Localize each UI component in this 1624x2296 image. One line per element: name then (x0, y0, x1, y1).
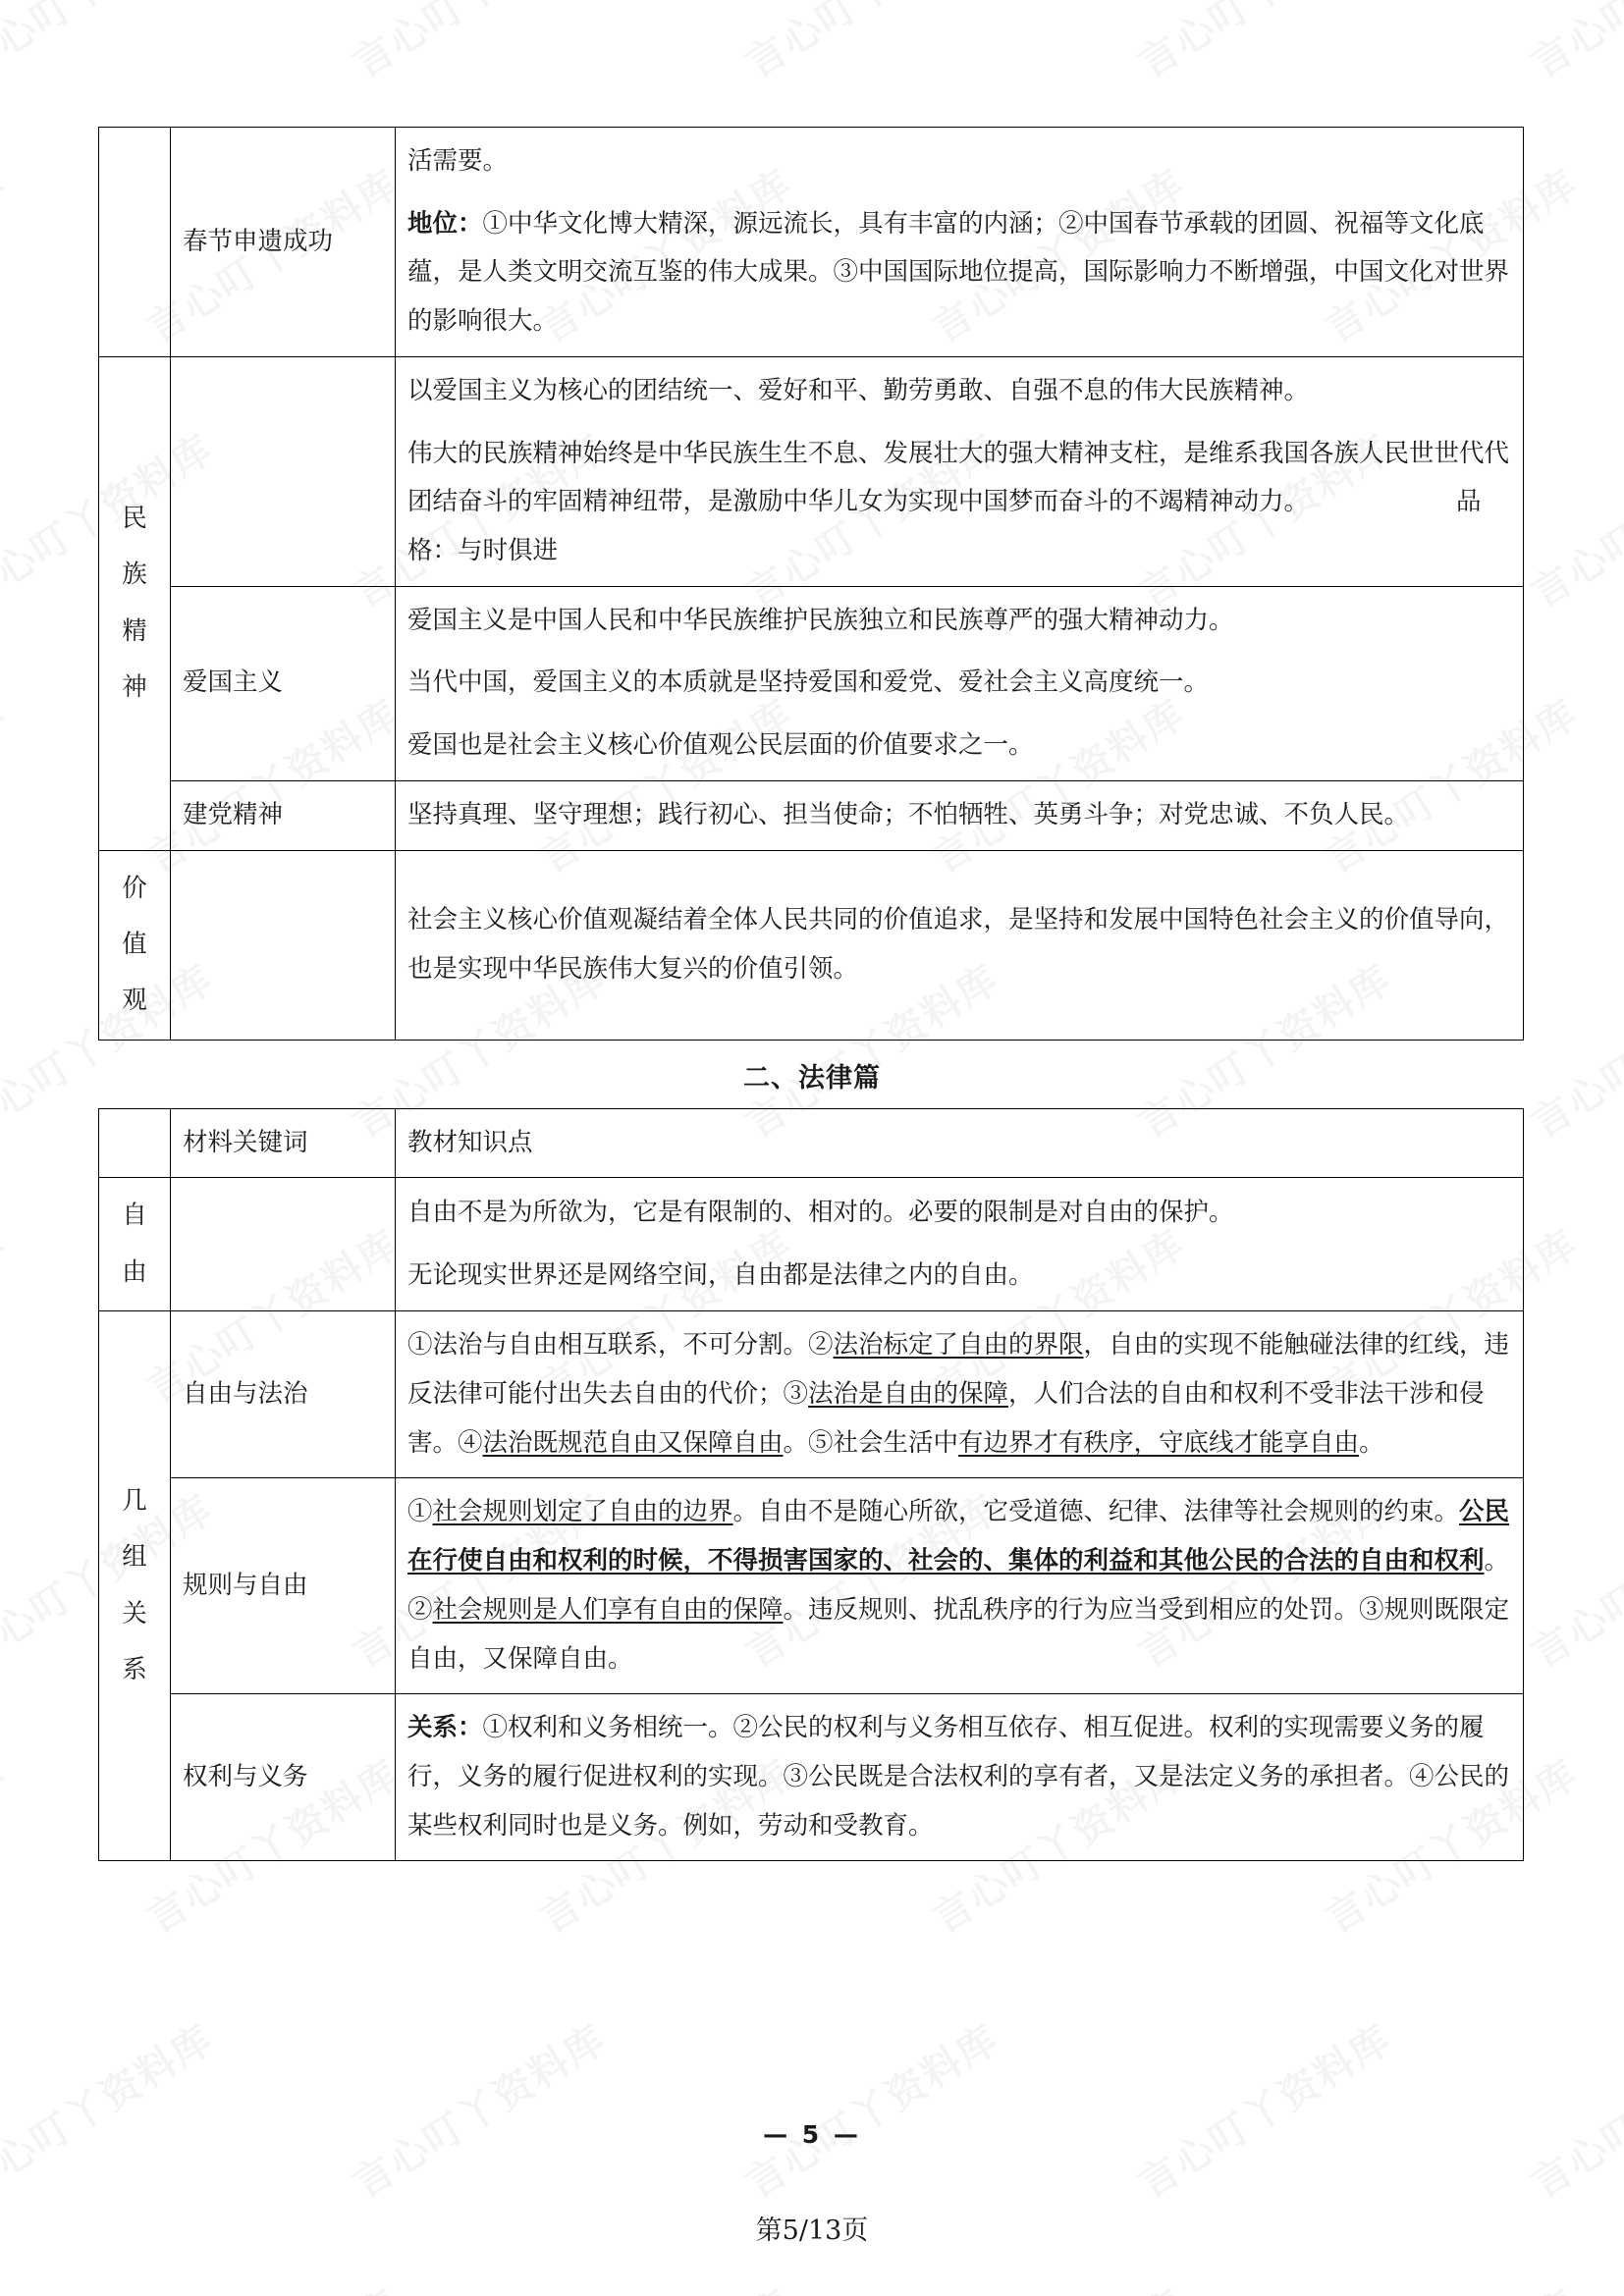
vertical-char: 组 (122, 1542, 147, 1573)
paragraph (407, 721, 1511, 771)
content-cell-patriotism (396, 586, 1524, 780)
content-cell-rules-and-freedom (396, 1478, 1524, 1694)
table-header-row (99, 1108, 1524, 1178)
text-segment: 伟大的民族精神始终是中华民族生生不息、发展壮大的强大精神支柱，是维系我国各族人民世世代代团结奋斗的牢固精神纽带，是激励中华儿女为实现中国梦而奋斗的不竭精神动力。 (407, 438, 1510, 517)
paragraph (407, 1321, 1511, 1468)
keyword-cell-rules-and-freedom: 规则与自由 (171, 1478, 396, 1694)
table-row (99, 1178, 1524, 1311)
keyword-cell-party-founding-spirit: 建党精神 (171, 780, 396, 850)
text-segment-underlined: 有边界才有秩序，守底线才能享自由 (958, 1427, 1360, 1458)
header-cell-category (99, 1108, 171, 1178)
table-row (99, 850, 1524, 1040)
keyword-cell-empty (171, 850, 396, 1040)
vertical-label (111, 491, 158, 717)
keyword-cell-spring-festival: 春节申遗成功 (171, 128, 396, 357)
content-cell-party-founding-spirit (396, 780, 1524, 850)
vertical-char: 自 (122, 1201, 147, 1231)
text-segment-label: 关系： (407, 1713, 483, 1743)
content-cell-freedom-and-rule-of-law (396, 1311, 1524, 1478)
paragraph (407, 367, 1511, 416)
text-segment: ①中华文化博大精深，源远流长，具有丰富的内涵；②中国春节承载的团圆、祝福等文化底蕴，是人类文明交流互鉴的伟大成果。③中国国际地位提高，国际影响力不断增强，中国文化对世界的影响很大。 (407, 208, 1510, 337)
table-row (99, 1694, 1524, 1861)
category-cell-ethnic-spirit (99, 356, 171, 850)
page-marker: — 5 — (763, 2120, 861, 2149)
vertical-char: 系 (122, 1655, 147, 1685)
category-cell-relations (99, 1311, 171, 1861)
paragraph (407, 597, 1511, 646)
paragraph (407, 1252, 1511, 1301)
content-cell-rights-and-duties (396, 1694, 1524, 1861)
paragraph (407, 791, 1511, 840)
text-segment: 。自由不是随心所欲，它受道德、纪律、法律等社会规则的约束。 (732, 1497, 1460, 1527)
text-segment: 自由不是为所欲为，它是有限制的、相对的。必要的限制是对自由的保护。 (407, 1198, 1234, 1228)
keyword-cell-patriotism: 爱国主义 (171, 586, 396, 780)
vertical-char: 观 (122, 986, 147, 1016)
text-segment-underlined: 法治标定了自由的界限 (833, 1330, 1084, 1361)
vertical-char: 关 (122, 1598, 147, 1629)
text-segment: 爱国主义是中国人民和中华民族维护民族独立和民族尊严的强大精神动力。 (407, 605, 1234, 635)
text-segment: 。⑤社会生活中 (783, 1427, 959, 1458)
vertical-char: 神 (122, 672, 147, 703)
category-cell-empty (99, 128, 171, 357)
paragraph (407, 430, 1511, 576)
paragraph (407, 1488, 1511, 1683)
content-cell-freedom (396, 1178, 1524, 1311)
text-segment: ① (407, 1497, 433, 1527)
text-segment: 。违反规则、扰乱秩序的行为应当受到相应的处罚。③规则既限定自由，又保障自由。 (407, 1594, 1510, 1674)
content-cell-spring-festival (396, 128, 1524, 357)
table-row (99, 128, 1524, 357)
page-sheet (98, 0, 1526, 1861)
vertical-char: 值 (122, 930, 147, 959)
vertical-char: 由 (122, 1256, 147, 1287)
table-row (99, 780, 1524, 850)
text-segment: ，自由的实现不能触碰法律的红线，违反法律可能付出失去自由的代价；③ (407, 1330, 1510, 1409)
text-segment: ，人们合法的自由和权利不受非法干涉和侵害。④ (407, 1378, 1485, 1458)
vertical-label (111, 861, 158, 1030)
vertical-label (111, 1188, 158, 1301)
text-segment: 无论现实世界还是网络空间，自由都是法律之内的自由。 (407, 1259, 1034, 1290)
text-segment-underlined: 法治是自由的保障 (808, 1378, 1009, 1409)
page-footer-label: 第5/13页 (755, 2216, 869, 2246)
keyword-cell-empty (171, 356, 396, 586)
table-row (99, 356, 1524, 586)
vertical-char: 精 (122, 615, 147, 646)
vertical-char: 族 (122, 560, 147, 590)
content-cell-values (396, 850, 1524, 1040)
vertical-char: 民 (122, 504, 147, 533)
text-segment-underlined: 法治既规范自由又保障自由 (482, 1427, 784, 1458)
vertical-char: 几 (122, 1486, 147, 1517)
keyword-cell-freedom-and-rule-of-law: 自由与法治 (171, 1311, 396, 1478)
text-segment: 社会主义核心价值观凝结着全体人民共同的价值追求，是坚持和发展中国特色社会主义的价值导向，也是实现中华民族伟大复兴的价值引领。 (407, 904, 1510, 984)
category-cell-freedom (99, 1178, 171, 1311)
text-segment: 爱国也是社会主义核心价值观公民层面的价值要求之一。 (407, 730, 1034, 761)
text-segment-underlined: 社会规则是人们享有自由的保障 (432, 1594, 784, 1625)
text-segment-label: 地位： (407, 208, 483, 239)
law-table (98, 1108, 1524, 1862)
keyword-cell-empty (171, 1178, 396, 1311)
paragraph (407, 137, 1511, 187)
text-segment: ①法治与自由相互联系，不可分割。② (407, 1330, 834, 1361)
text-segment: ①权利和义务相统一。②公民的权利与义务相互依存、相互促进。权利的实现需要义务的履行，义务的履行促进权利的实现。③公民既是合法权利的享有者，又是法定义务的承担者。④公民的某些权利同时也是义务。例如，劳动和受教育。 (407, 1713, 1510, 1841)
vertical-char: 价 (122, 873, 147, 903)
table-row (99, 586, 1524, 780)
text-segment-bold-underlined: 公民在行使自由和权利的时候，不得损害国家的、社会的、集体的利益和其他公民的合法的自由和权利 (407, 1497, 1510, 1576)
text-segment: 以爱国主义为核心的团结统一、爱好和平、勤劳勇敢、自强不息的伟大民族精神。 (407, 375, 1310, 405)
table-row (99, 1478, 1524, 1694)
text-segment: 坚持真理、坚守理想；践行初心、担当使命；不怕牺牲、英勇斗争；对党忠诚、不负人民。 (407, 799, 1410, 829)
content-cell-ethnic-spirit (396, 356, 1524, 586)
paragraph (407, 659, 1511, 708)
text-segment: 活需要。 (407, 146, 509, 176)
paragraph (407, 200, 1511, 347)
paragraph (407, 1704, 1511, 1850)
text-segment: 当代中国，爱国主义的本质就是坚持爱国和爱党、爱社会主义高度统一。 (407, 667, 1210, 698)
section-heading-law: 二、法律篇 (743, 1062, 881, 1094)
paragraph (407, 896, 1511, 993)
category-cell-values (99, 850, 171, 1040)
table-row (99, 1311, 1524, 1478)
text-segment: 品格：与时俱进 (407, 487, 1482, 566)
keyword-cell-rights-and-duties: 权利与义务 (171, 1694, 396, 1861)
text-segment: 。② (407, 1546, 1510, 1625)
culture-table (98, 127, 1524, 1041)
header-cell-keyword: 材料关键词 (171, 1108, 396, 1178)
vertical-label (111, 1473, 158, 1699)
text-segment-underlined: 社会规则划定了自由的边界 (432, 1497, 733, 1527)
text-segment: 。 (1359, 1427, 1384, 1458)
paragraph (407, 1189, 1511, 1238)
header-cell-knowledge: 教材知识点 (396, 1108, 1524, 1178)
